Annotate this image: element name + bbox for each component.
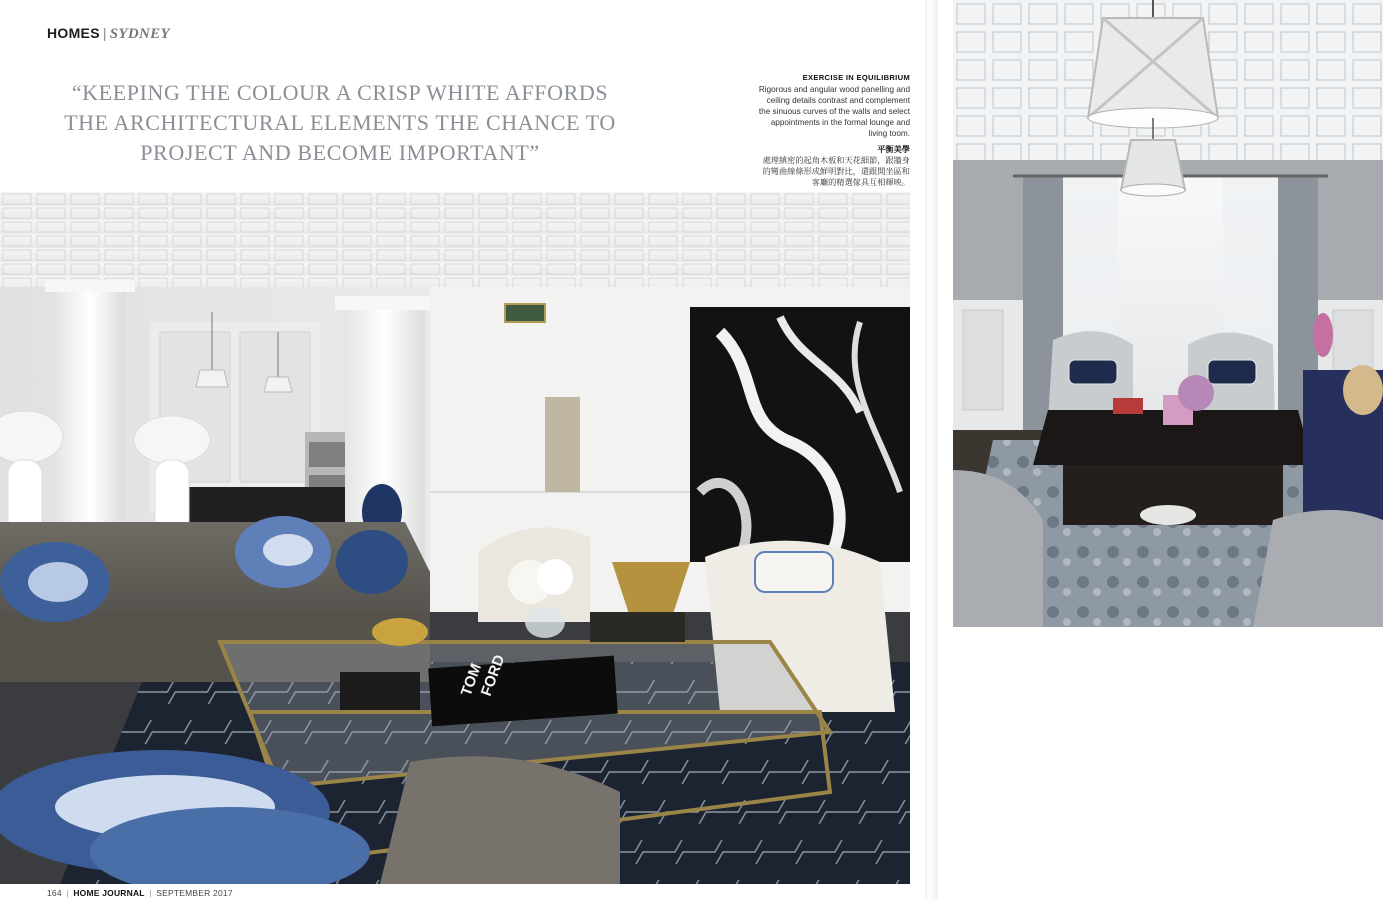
book-title-text-2: FORD — [477, 652, 509, 699]
caption-zh-text: 處理縝密的起角木板和天花細節，跟牆身的彎曲線條形成鮮明對比，還跟開坐區和客廳的精選傢具互相輝映。 — [762, 156, 910, 187]
issue-date: SEPTEMBER 2017 — [156, 888, 233, 898]
section-label: HOMES — [47, 25, 100, 41]
section-header — [47, 25, 170, 43]
photo-caption — [758, 72, 910, 188]
lounge-photo — [953, 0, 1383, 627]
caption-title: EXERCISE IN EQUILIBRIUM — [802, 73, 910, 82]
page-number: 164 — [47, 888, 62, 898]
page-footer — [47, 888, 233, 898]
right-page — [938, 0, 1383, 900]
book-title-text-1: TOM — [457, 661, 486, 699]
pull-quote: “KEEPING THE COLOUR A CRISP WHITE AFFORDS THE ARCHITECTURAL ELEMENTS THE CHANCE TO PROJECT AND BECOME IMPORTANT” — [64, 80, 616, 165]
page-gutter — [925, 0, 938, 900]
caption-text: Rigorous and angular wood panelling and ceiling details contrast and complement the sinuous curves of the walls and select appointments in the formal lounge and living toom. — [758, 85, 910, 138]
journal-name: HOME JOURNAL — [73, 888, 145, 898]
footer-separator-1: | — [66, 888, 69, 898]
header-separator: | — [102, 25, 107, 41]
main-living-room-photo — [0, 192, 910, 884]
section-city: SYDNEY — [109, 26, 170, 42]
caption-zh-title: 平衡美學 — [877, 145, 910, 154]
footer-separator-2: | — [149, 888, 152, 898]
